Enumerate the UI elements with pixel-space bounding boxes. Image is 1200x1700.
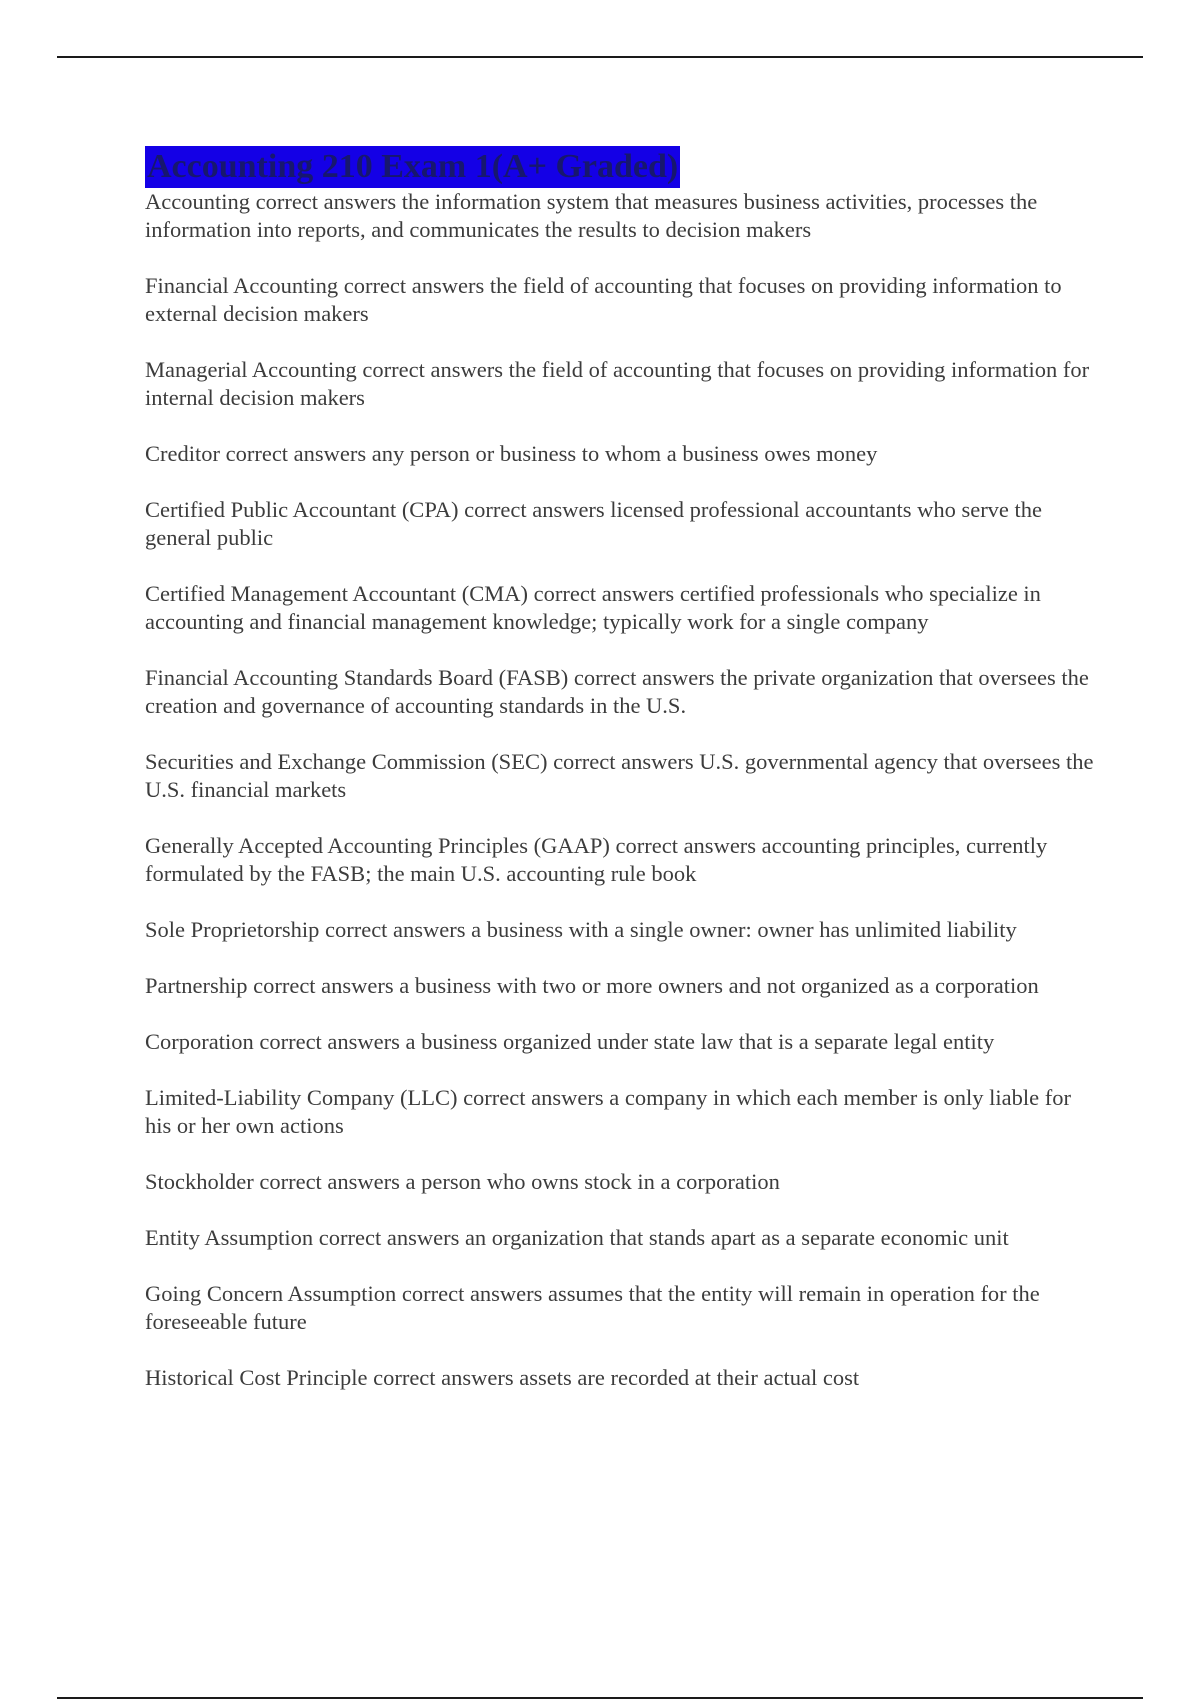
entry-cpa: Certified Public Accountant (CPA) correct answers licensed professional accountants who serve the general public xyxy=(145,497,1043,550)
header-rule xyxy=(57,56,1143,58)
footer-rule xyxy=(57,1697,1143,1699)
entry-gaap: Generally Accepted Accounting Principles (GAAP) correct answers accounting principles, currently formulated by the FASB; the main U.S. accounting rule book xyxy=(145,833,1048,886)
entry-creditor: Creditor correct answers any person or business to whom a business owes money xyxy=(145,441,878,466)
entry-financial-accounting: Financial Accounting correct answers the field of accounting that focuses on providing information to external decision makers xyxy=(145,273,1062,326)
entry-managerial-accounting: Managerial Accounting correct answers the field of accounting that focuses on providing information for internal decision makers xyxy=(145,357,1090,410)
entry-cma: Certified Management Accountant (CMA) correct answers certified professionals who specialize in accounting and financial management knowledge; typically work for a single company xyxy=(145,581,1041,634)
entry-llc: Limited-Liability Company (LLC) correct answers a company in which each member is only liable for his or her own actions xyxy=(145,1085,1071,1138)
entry-fasb: Financial Accounting Standards Board (FASB) correct answers the private organization that oversees the creation and governance of accounting standards in the U.S. xyxy=(145,665,1089,718)
entry-sec: Securities and Exchange Commission (SEC) correct answers U.S. governmental agency that oversees the U.S. financial markets xyxy=(145,749,1094,802)
entry-corporation: Corporation correct answers a business organized under state law that is a separate legal entity xyxy=(145,1029,995,1054)
document-body xyxy=(145,146,1095,1420)
entry-sole-proprietorship: Sole Proprietorship correct answers a business with a single owner: owner has unlimited liability xyxy=(145,917,1017,942)
entry-list xyxy=(145,188,1095,1392)
entry-entity-assumption: Entity Assumption correct answers an organization that stands apart as a separate economic unit xyxy=(145,1225,1009,1250)
entry-historical-cost: Historical Cost Principle correct answers assets are recorded at their actual cost xyxy=(145,1365,860,1390)
entry-stockholder: Stockholder correct answers a person who owns stock in a corporation xyxy=(145,1169,780,1194)
entry-partnership: Partnership correct answers a business with two or more owners and not organized as a corporation xyxy=(145,973,1039,998)
entry-accounting: Accounting correct answers the information system that measures business activities, processes the information into reports, and communicates the results to decision makers xyxy=(145,189,1038,242)
document-title: Accounting 210 Exam 1(A+ Graded) xyxy=(145,146,680,188)
entry-going-concern: Going Concern Assumption correct answers assumes that the entity will remain in operation for the foreseeable future xyxy=(145,1281,1040,1334)
